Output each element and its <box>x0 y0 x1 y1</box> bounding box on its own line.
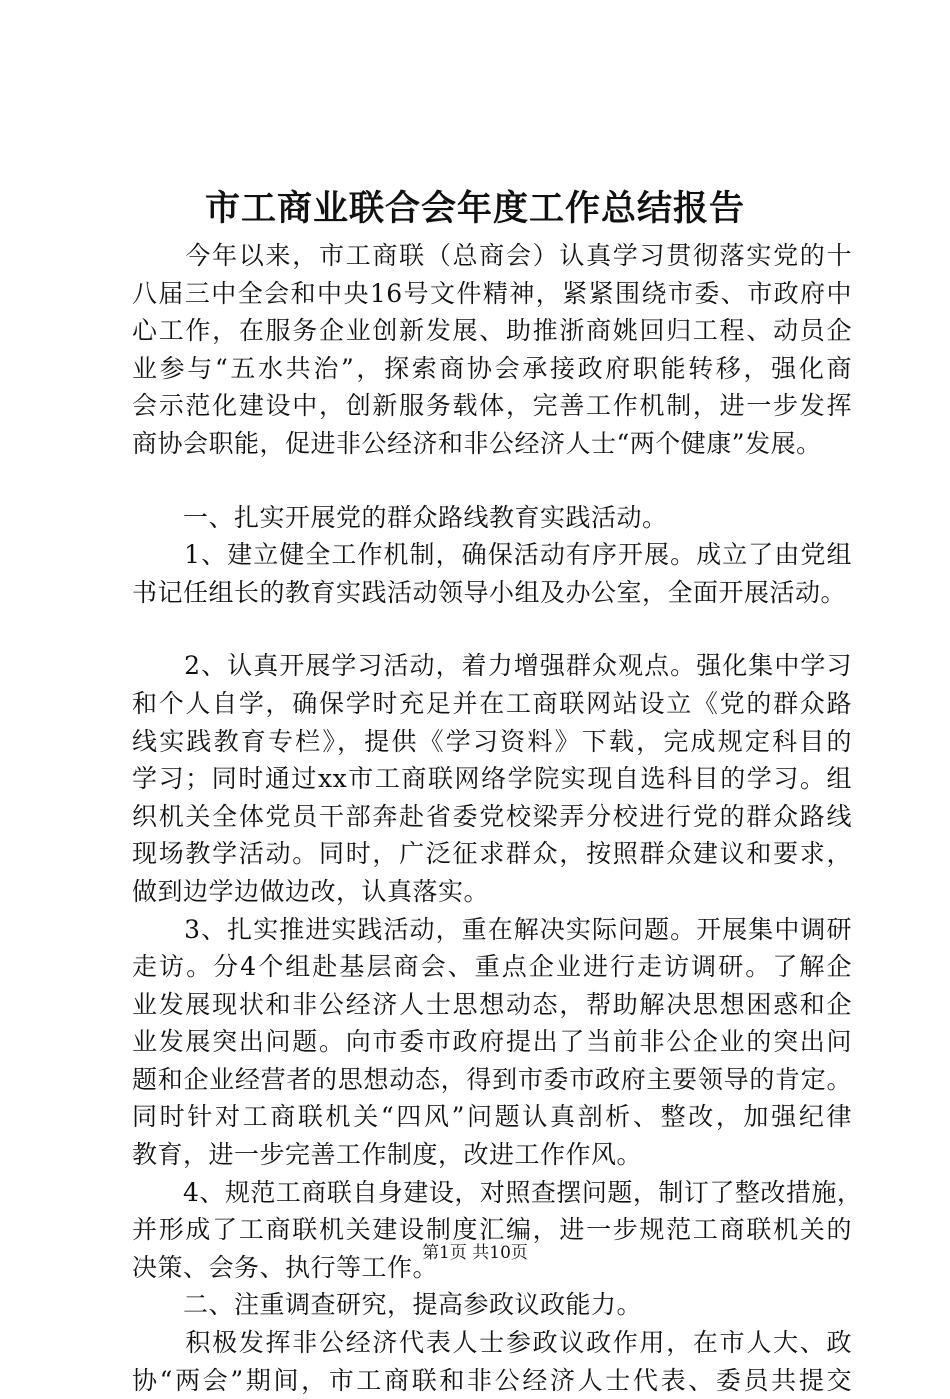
paragraph-line: 4、规范工商联自身建设，对照查摆问题，制订了整改措施， <box>132 1177 863 1207</box>
paragraph-line: 教育，进一步完善工作制度，改进工作作风。 <box>132 1140 643 1170</box>
paragraph-line: 八届三中全会和中央16号文件精神，紧紧围绕市委、市政府中 <box>132 278 852 308</box>
paragraph-line: 学习；同时通过xx市工商联网络学院实现自选科目的学习。组 <box>132 764 852 794</box>
paragraph-line: 题和企业经营者的思想动态，得到市委市政府主要领导的肯定。 <box>132 1064 852 1094</box>
paragraph-line: 今年以来，市工商联（总商会）认真学习贯彻落实党的十 <box>132 241 852 270</box>
paragraph-line: 书记任组长的教育实践活动领导小组及办公室，全面开展活动。 <box>132 577 847 607</box>
paragraph-line: 走访。分4个组赴基层商会、重点企业进行走访调研。了解企 <box>132 952 852 982</box>
page-number: 第1页 共10页 <box>422 1243 528 1263</box>
paragraph-line: 做到边学边做边改，认真落实。 <box>132 876 490 906</box>
section-heading: 一、扎实开展党的群众路线教育实践活动。 <box>132 502 668 532</box>
paragraph-gap <box>132 611 852 647</box>
paragraph-line: 线实践教育专栏》，提供《学习资料》下载，完成规定科目的 <box>132 726 852 756</box>
document-title: 市工商业联合会年度工作总结报告 <box>204 188 745 229</box>
paragraph-line: 商协会职能，促进非公经济和非公经济人士“两个健康”发展。 <box>132 428 822 458</box>
paragraph-line: 3、扎实推进实践活动，重在解决实际问题。开展集中调研 <box>132 914 852 944</box>
paragraph-line: 并形成了工商联机关建设制度汇编，进一步规范工商联机关的 <box>132 1215 852 1245</box>
paragraph-line: 同时针对工商联机关“四风”问题认真剖析、整改，加强纪律 <box>132 1102 852 1132</box>
paragraph-line: 织机关全体党员干部奔赴省委党校梁弄分校进行党的群众路线 <box>132 801 852 831</box>
paragraph-line: 2、认真开展学习活动，着力增强群众观点。强化集中学习 <box>132 651 852 681</box>
paragraph-line: 业发展突出问题。向市委市政府提出了当前非公企业的突出问 <box>132 1027 852 1057</box>
paragraph-gap <box>132 463 852 499</box>
paragraph-line: 协“两会”期间，市工商联和非公经济人士代表、委员共提交 <box>132 1365 852 1395</box>
paragraph-line: 业参与“五水共治”，探索商协会承接政府职能转移，强化商 <box>132 353 852 383</box>
section-heading: 二、注重调查研究，提高参政议政能力。 <box>132 1290 643 1320</box>
paragraph-line: 现场教学活动。同时，广泛征求群众，按照群众建议和要求， <box>132 839 852 869</box>
paragraph-line: 积极发挥非公经济代表人士参政议政作用，在市人大、政 <box>132 1328 852 1358</box>
paragraph-line: 心工作，在服务企业创新发展、助推浙商姚回归工程、动员企 <box>132 316 852 346</box>
paragraph-line: 会示范化建设中，创新服务载体，完善工作机制，进一步发挥 <box>132 391 852 421</box>
document-body <box>132 237 863 1399</box>
paragraph-line: 业发展现状和非公经济人士思想动态，帮助解决思想困惑和企 <box>132 989 852 1019</box>
paragraph-line: 和个人自学，确保学时充足并在工商联网站设立《党的群众路 <box>132 688 852 718</box>
paragraph-line: 决策、会务、执行等工作。 <box>132 1252 439 1282</box>
paragraph-line: 1、建立健全工作机制，确保活动有序开展。成立了由党组 <box>132 540 852 570</box>
